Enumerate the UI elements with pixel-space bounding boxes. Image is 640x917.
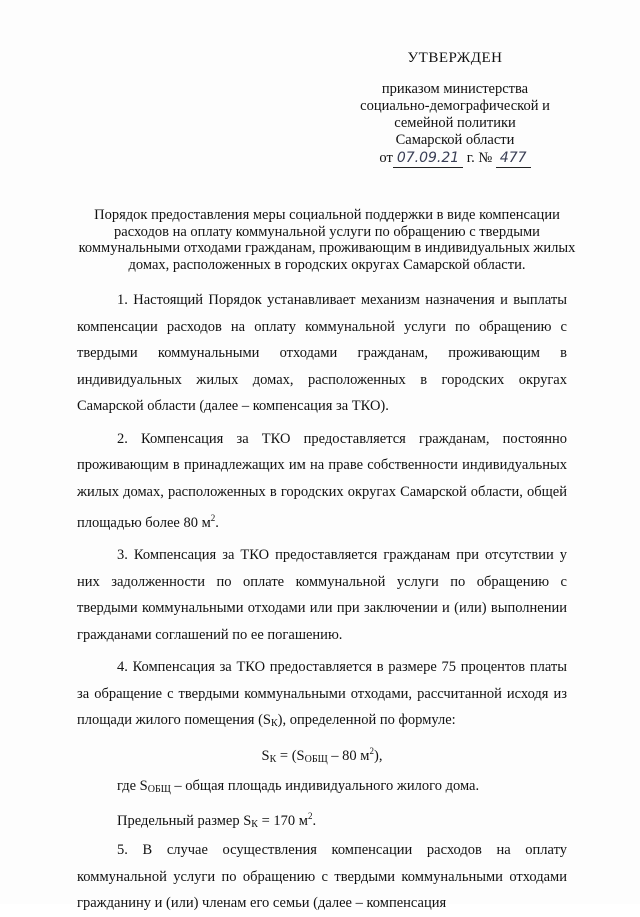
- paragraph-1: 1. Настоящий Порядок устанавливает механизм назначения и выплаты компенсации расходов на оплату коммунальной услуги по обращению с твердыми коммунальными отходами гражданам, проживающим в индивидуальных жилых домах, расположенных в городских округах Самарской области (далее – компенсация за ТКО).: [77, 292, 567, 414]
- limit-prefix: Предельный размер S: [117, 812, 252, 829]
- approval-date-line: [330, 149, 580, 168]
- paragraph-4: [77, 654, 567, 738]
- paragraph-4-text: 4. Компенсация за ТКО предоставляется в размере 75 процентов платы за обращение с твердыми коммунальными отходами, рассчитанной исходя из площади жилого помещения (S: [77, 659, 567, 729]
- date-suffix: г. №: [466, 150, 493, 166]
- approval-line-1: приказом министерства: [381, 81, 529, 97]
- paragraph-2-text: 2. Компенсация за ТКО предоставляется гражданам, постоянно проживающим в принадлежащих им на праве собственности индивидуальных жилых домах, расположенных в городских округах Самарской области, общей площадью более 80 м: [77, 430, 567, 531]
- area-formula: [77, 738, 567, 773]
- where-prefix: где S: [117, 777, 148, 794]
- where-sub: ОБЩ: [147, 783, 171, 795]
- date-prefix: от: [379, 150, 393, 166]
- where-definition: [77, 773, 567, 803]
- formula-sup: 2: [369, 745, 374, 756]
- formula-close: ),: [373, 747, 383, 764]
- approval-line-2: социально-демографической и: [360, 98, 550, 114]
- limit-end: .: [312, 812, 317, 829]
- limit-line: [77, 803, 567, 838]
- formula-rest: – 80 м: [327, 747, 370, 764]
- paragraph-3: 3. Компенсация за ТКО предоставляется гражданам при отсутствии у них задолженности по оплате коммунальной услуги по обращению с твердыми коммунальными отходами или при заключении и (или) выполнении гражданами соглашений по ее погашению.: [77, 547, 567, 643]
- approval-stamp-block: [330, 50, 580, 168]
- approval-line-3: семейной политики: [394, 115, 516, 131]
- limit-text: = 170 м: [257, 812, 308, 829]
- paragraph-2-sup: 2: [210, 513, 216, 523]
- paragraph-4-sub: К: [271, 718, 278, 730]
- handwritten-order-number: 477: [496, 149, 531, 168]
- paragraph-4-end: ), определенной по формуле:: [277, 712, 456, 729]
- formula-sub-total: ОБЩ: [304, 753, 328, 765]
- formula-eq: = (S: [276, 747, 305, 764]
- limit-sub: К: [251, 818, 258, 830]
- approval-line-4: Самарской области: [395, 132, 515, 148]
- approval-heading: УТВЕРЖДЕН: [407, 50, 503, 66]
- paragraph-2-end: .: [215, 514, 219, 531]
- document-title: Порядок предоставления меры социальной поддержки в виде компенсации расходов на оплату коммунальной услуги по обращению с твердыми коммунальными отходами гражданам, проживающим в индивидуальных жилых домах, расположенных в городских округах Самарской области.: [78, 207, 576, 273]
- formula-s: S: [261, 747, 270, 764]
- paragraph-5: 5. В случае осуществления компенсации расходов на оплату коммунальной услуги по обращению с твердыми коммунальными отходами гражданину и (или) членам его семьи (далее – компенсация: [77, 842, 567, 912]
- document-body: [77, 287, 567, 917]
- paragraph-2: [77, 426, 567, 537]
- handwritten-date: 07.09.21: [393, 149, 463, 168]
- limit-sup: 2: [307, 810, 313, 821]
- formula-sub-k: К: [269, 753, 277, 765]
- where-text: – общая площадь индивидуального жилого дома.: [170, 777, 480, 794]
